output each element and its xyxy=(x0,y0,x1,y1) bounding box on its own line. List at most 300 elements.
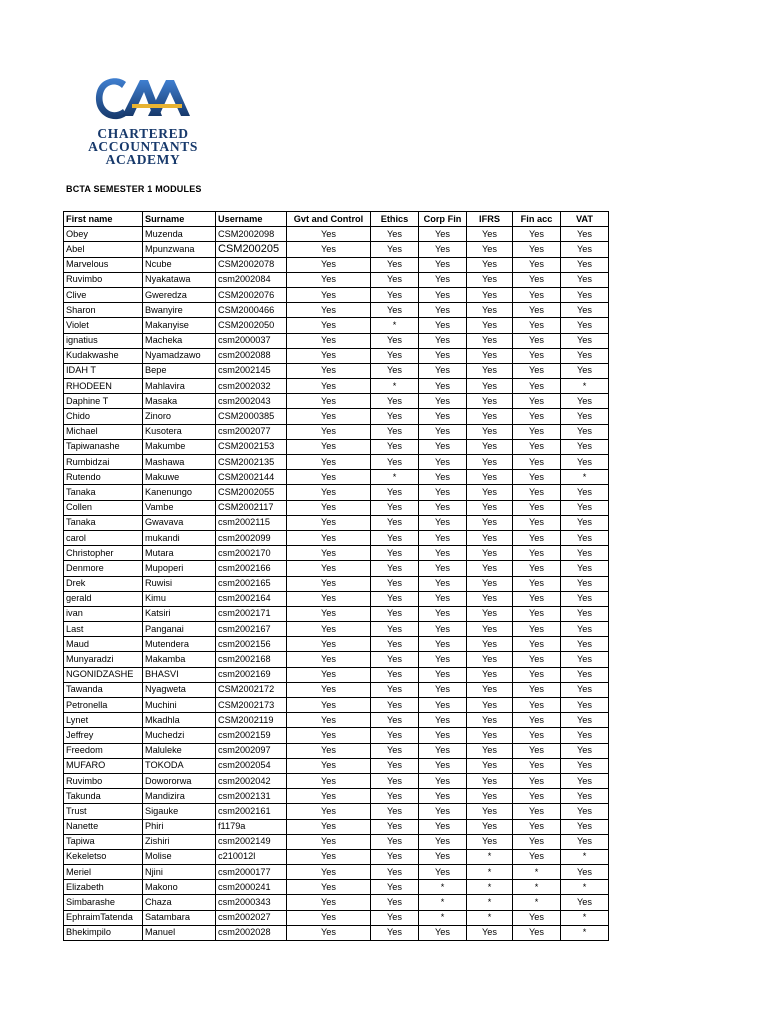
cell-corp-fin: Yes xyxy=(419,424,467,439)
cell-gvt-and-control: Yes xyxy=(287,743,371,758)
cell-gvt-and-control: Yes xyxy=(287,865,371,880)
cell-corp-fin: Yes xyxy=(419,287,467,302)
cell-vat: Yes xyxy=(561,227,609,242)
table-row xyxy=(64,333,609,348)
cell-surname: Muzenda xyxy=(143,227,216,242)
table-row xyxy=(64,743,609,758)
cell-ethics: Yes xyxy=(371,728,419,743)
cell-ethics: Yes xyxy=(371,789,419,804)
cell-gvt-and-control: Yes xyxy=(287,515,371,530)
cell-ifrs: Yes xyxy=(467,637,513,652)
cell-fin-acc: Yes xyxy=(513,500,561,515)
cell-ethics: * xyxy=(371,318,419,333)
cell-surname: Makanyise xyxy=(143,318,216,333)
cell-corp-fin: Yes xyxy=(419,500,467,515)
cell-fin-acc: Yes xyxy=(513,272,561,287)
cell-ifrs: * xyxy=(467,865,513,880)
cell-ethics: Yes xyxy=(371,485,419,500)
cell-surname: Mpunzwana xyxy=(143,242,216,257)
cell-ifrs: Yes xyxy=(467,455,513,470)
cell-corp-fin: Yes xyxy=(419,272,467,287)
cell-first-name: Elizabeth xyxy=(64,880,143,895)
cell-first-name: Lynet xyxy=(64,713,143,728)
table-row xyxy=(64,758,609,773)
cell-surname: Kusotera xyxy=(143,424,216,439)
cell-gvt-and-control: Yes xyxy=(287,773,371,788)
cell-ethics: Yes xyxy=(371,925,419,940)
cell-vat: Yes xyxy=(561,363,609,378)
cell-corp-fin: Yes xyxy=(419,546,467,561)
cell-corp-fin: Yes xyxy=(419,834,467,849)
cell-gvt-and-control: Yes xyxy=(287,257,371,272)
cell-first-name: Drek xyxy=(64,576,143,591)
cell-username: csm2002169 xyxy=(216,667,287,682)
cell-username: csm2002077 xyxy=(216,424,287,439)
cell-username: csm2000343 xyxy=(216,895,287,910)
cell-fin-acc: Yes xyxy=(513,333,561,348)
cell-fin-acc: Yes xyxy=(513,789,561,804)
cell-first-name: Michael xyxy=(64,424,143,439)
cell-ethics: Yes xyxy=(371,819,419,834)
table-row xyxy=(64,409,609,424)
cell-surname: Gweredza xyxy=(143,287,216,302)
cell-first-name: MUFARO xyxy=(64,758,143,773)
cell-surname: Manuel xyxy=(143,925,216,940)
cell-username: csm2002170 xyxy=(216,546,287,561)
cell-first-name: Daphine T xyxy=(64,394,143,409)
cell-corp-fin: Yes xyxy=(419,743,467,758)
cell-first-name: Rumbidzai xyxy=(64,455,143,470)
cell-vat: Yes xyxy=(561,455,609,470)
cell-first-name: Simbarashe xyxy=(64,895,143,910)
cell-vat: Yes xyxy=(561,394,609,409)
cell-surname: mukandi xyxy=(143,530,216,545)
cell-fin-acc: Yes xyxy=(513,394,561,409)
cell-surname: Satambara xyxy=(143,910,216,925)
table-row xyxy=(64,303,609,318)
cell-username: csm2002161 xyxy=(216,804,287,819)
table-row xyxy=(64,880,609,895)
cell-username: CSM2002153 xyxy=(216,439,287,454)
cell-vat: * xyxy=(561,379,609,394)
header-corp-fin: Corp Fin xyxy=(419,212,467,227)
cell-surname: Mutara xyxy=(143,546,216,561)
cell-ifrs: Yes xyxy=(467,728,513,743)
cell-first-name: Bhekimpilo xyxy=(64,925,143,940)
cell-username: csm2000241 xyxy=(216,880,287,895)
cell-corp-fin: Yes xyxy=(419,606,467,621)
cell-ifrs: Yes xyxy=(467,363,513,378)
cell-vat: Yes xyxy=(561,485,609,500)
cell-username: CSM2002135 xyxy=(216,455,287,470)
cell-gvt-and-control: Yes xyxy=(287,834,371,849)
logo-text-line3: ACADEMY xyxy=(105,152,181,167)
cell-ethics: Yes xyxy=(371,227,419,242)
cell-gvt-and-control: Yes xyxy=(287,500,371,515)
cell-ifrs: Yes xyxy=(467,515,513,530)
cell-username: csm2002159 xyxy=(216,728,287,743)
cell-corp-fin: Yes xyxy=(419,485,467,500)
cell-ifrs: Yes xyxy=(467,576,513,591)
cell-vat: Yes xyxy=(561,682,609,697)
cell-first-name: Trust xyxy=(64,804,143,819)
cell-ifrs: Yes xyxy=(467,257,513,272)
cell-vat: Yes xyxy=(561,515,609,530)
cell-vat: * xyxy=(561,910,609,925)
cell-vat: Yes xyxy=(561,834,609,849)
cell-username: csm2002043 xyxy=(216,394,287,409)
cell-gvt-and-control: Yes xyxy=(287,698,371,713)
cell-ifrs: Yes xyxy=(467,698,513,713)
cell-ifrs: Yes xyxy=(467,743,513,758)
cell-ifrs: Yes xyxy=(467,622,513,637)
cell-fin-acc: Yes xyxy=(513,743,561,758)
cell-ifrs: Yes xyxy=(467,394,513,409)
cell-first-name: Obey xyxy=(64,227,143,242)
cell-gvt-and-control: Yes xyxy=(287,455,371,470)
cell-ifrs: Yes xyxy=(467,318,513,333)
header-vat: VAT xyxy=(561,212,609,227)
cell-ifrs: * xyxy=(467,880,513,895)
cell-username: csm2002149 xyxy=(216,834,287,849)
cell-ethics: Yes xyxy=(371,698,419,713)
cell-fin-acc: Yes xyxy=(513,318,561,333)
cell-corp-fin: Yes xyxy=(419,925,467,940)
table-body xyxy=(64,227,609,941)
cell-gvt-and-control: Yes xyxy=(287,880,371,895)
cell-vat: Yes xyxy=(561,530,609,545)
cell-fin-acc: * xyxy=(513,865,561,880)
table-row xyxy=(64,834,609,849)
cell-first-name: Rutendo xyxy=(64,470,143,485)
cell-username: csm2000037 xyxy=(216,333,287,348)
cell-ethics: Yes xyxy=(371,530,419,545)
cell-vat: Yes xyxy=(561,789,609,804)
cell-fin-acc: Yes xyxy=(513,682,561,697)
cell-first-name: Meriel xyxy=(64,865,143,880)
cell-surname: Nyagweta xyxy=(143,682,216,697)
cell-surname: Zishiri xyxy=(143,834,216,849)
table-row xyxy=(64,819,609,834)
cell-username: CSM2002173 xyxy=(216,698,287,713)
table-row xyxy=(64,895,609,910)
cell-first-name: Collen xyxy=(64,500,143,515)
cell-username: CSM200205 xyxy=(216,242,287,257)
cell-gvt-and-control: Yes xyxy=(287,789,371,804)
cell-ethics: Yes xyxy=(371,287,419,302)
cell-first-name: Denmore xyxy=(64,561,143,576)
cell-vat: Yes xyxy=(561,728,609,743)
cell-gvt-and-control: Yes xyxy=(287,348,371,363)
cell-username: csm2002145 xyxy=(216,363,287,378)
cell-username: csm2002156 xyxy=(216,637,287,652)
cell-vat: Yes xyxy=(561,622,609,637)
cell-vat: Yes xyxy=(561,348,609,363)
cell-fin-acc: Yes xyxy=(513,348,561,363)
cell-first-name: Christopher xyxy=(64,546,143,561)
caa-logo xyxy=(70,76,220,172)
cell-ethics: Yes xyxy=(371,758,419,773)
cell-corp-fin: Yes xyxy=(419,530,467,545)
cell-ethics: Yes xyxy=(371,363,419,378)
cell-gvt-and-control: Yes xyxy=(287,379,371,394)
cell-corp-fin: Yes xyxy=(419,470,467,485)
cell-ethics: Yes xyxy=(371,895,419,910)
cell-fin-acc: Yes xyxy=(513,303,561,318)
cell-gvt-and-control: Yes xyxy=(287,439,371,454)
logo-text-line1: CHARTERED xyxy=(97,126,189,141)
cell-corp-fin: Yes xyxy=(419,303,467,318)
cell-gvt-and-control: Yes xyxy=(287,637,371,652)
cell-gvt-and-control: Yes xyxy=(287,561,371,576)
cell-vat: Yes xyxy=(561,257,609,272)
cell-corp-fin: Yes xyxy=(419,363,467,378)
cell-surname: Muchini xyxy=(143,698,216,713)
cell-first-name: Chido xyxy=(64,409,143,424)
header-first-name: First name xyxy=(64,212,143,227)
cell-corp-fin: Yes xyxy=(419,455,467,470)
cell-gvt-and-control: Yes xyxy=(287,576,371,591)
cell-username: CSM2002050 xyxy=(216,318,287,333)
cell-ethics: Yes xyxy=(371,424,419,439)
cell-surname: Muchedzi xyxy=(143,728,216,743)
cell-corp-fin: Yes xyxy=(419,773,467,788)
cell-ethics: Yes xyxy=(371,743,419,758)
cell-username: csm2002032 xyxy=(216,379,287,394)
cell-fin-acc: Yes xyxy=(513,455,561,470)
cell-first-name: Clive xyxy=(64,287,143,302)
cell-surname: Makono xyxy=(143,880,216,895)
cell-surname: Nyamadzawo xyxy=(143,348,216,363)
cell-ifrs: Yes xyxy=(467,242,513,257)
cell-corp-fin: Yes xyxy=(419,667,467,682)
cell-first-name: Kudakwashe xyxy=(64,348,143,363)
cell-ifrs: Yes xyxy=(467,409,513,424)
table-row xyxy=(64,318,609,333)
cell-first-name: RHODEEN xyxy=(64,379,143,394)
table-row xyxy=(64,667,609,682)
cell-ifrs: Yes xyxy=(467,424,513,439)
cell-ifrs: Yes xyxy=(467,546,513,561)
cell-username: csm2002166 xyxy=(216,561,287,576)
cell-first-name: ignatius xyxy=(64,333,143,348)
cell-first-name: Ruvimbo xyxy=(64,773,143,788)
cell-username: CSM2002117 xyxy=(216,500,287,515)
cell-vat: * xyxy=(561,849,609,864)
cell-first-name: ivan xyxy=(64,606,143,621)
cell-first-name: Marvelous xyxy=(64,257,143,272)
table-row xyxy=(64,242,609,257)
cell-corp-fin: Yes xyxy=(419,698,467,713)
cell-ifrs: Yes xyxy=(467,591,513,606)
cell-gvt-and-control: Yes xyxy=(287,728,371,743)
cell-gvt-and-control: Yes xyxy=(287,546,371,561)
cell-username: csm2002088 xyxy=(216,348,287,363)
cell-surname: Mashawa xyxy=(143,455,216,470)
cell-corp-fin: Yes xyxy=(419,576,467,591)
cell-username: CSM2000466 xyxy=(216,303,287,318)
cell-fin-acc: Yes xyxy=(513,379,561,394)
cell-ethics: Yes xyxy=(371,834,419,849)
cell-ethics: * xyxy=(371,379,419,394)
table-row xyxy=(64,455,609,470)
cell-corp-fin: Yes xyxy=(419,713,467,728)
table-row xyxy=(64,865,609,880)
table-row xyxy=(64,530,609,545)
header-ethics: Ethics xyxy=(371,212,419,227)
table-row xyxy=(64,698,609,713)
cell-fin-acc: Yes xyxy=(513,287,561,302)
cell-username: csm2002099 xyxy=(216,530,287,545)
cell-first-name: Freedom xyxy=(64,743,143,758)
cell-ethics: Yes xyxy=(371,409,419,424)
cell-gvt-and-control: Yes xyxy=(287,895,371,910)
cell-first-name: Ruvimbo xyxy=(64,272,143,287)
cell-corp-fin: Yes xyxy=(419,242,467,257)
cell-corp-fin: Yes xyxy=(419,652,467,667)
cell-fin-acc: Yes xyxy=(513,652,561,667)
cell-ifrs: Yes xyxy=(467,470,513,485)
cell-ethics: Yes xyxy=(371,804,419,819)
cell-ethics: Yes xyxy=(371,561,419,576)
cell-corp-fin: Yes xyxy=(419,637,467,652)
header-username: Username xyxy=(216,212,287,227)
cell-ethics: Yes xyxy=(371,394,419,409)
table-row xyxy=(64,394,609,409)
cell-corp-fin: Yes xyxy=(419,682,467,697)
cell-ifrs: Yes xyxy=(467,530,513,545)
cell-ifrs: Yes xyxy=(467,652,513,667)
cell-username: f1179a xyxy=(216,819,287,834)
table-row xyxy=(64,849,609,864)
cell-gvt-and-control: Yes xyxy=(287,470,371,485)
cell-gvt-and-control: Yes xyxy=(287,667,371,682)
cell-gvt-and-control: Yes xyxy=(287,318,371,333)
cell-ifrs: Yes xyxy=(467,667,513,682)
cell-first-name: Tanaka xyxy=(64,515,143,530)
cell-fin-acc: Yes xyxy=(513,773,561,788)
cell-ifrs: Yes xyxy=(467,925,513,940)
cell-corp-fin: Yes xyxy=(419,622,467,637)
header-gvt-and-control: Gvt and Control xyxy=(287,212,371,227)
cell-vat: * xyxy=(561,470,609,485)
cell-ethics: Yes xyxy=(371,652,419,667)
cell-ethics: Yes xyxy=(371,682,419,697)
cell-fin-acc: Yes xyxy=(513,667,561,682)
cell-vat: Yes xyxy=(561,591,609,606)
cell-corp-fin: Yes xyxy=(419,789,467,804)
cell-corp-fin: * xyxy=(419,910,467,925)
cell-vat: Yes xyxy=(561,287,609,302)
cell-vat: Yes xyxy=(561,713,609,728)
table-row xyxy=(64,363,609,378)
cell-username: csm2000177 xyxy=(216,865,287,880)
cell-ethics: Yes xyxy=(371,591,419,606)
cell-vat: * xyxy=(561,880,609,895)
cell-username: CSM2002055 xyxy=(216,485,287,500)
cell-username: CSM2000385 xyxy=(216,409,287,424)
cell-ifrs: Yes xyxy=(467,272,513,287)
cell-corp-fin: Yes xyxy=(419,227,467,242)
cell-gvt-and-control: Yes xyxy=(287,606,371,621)
cell-ifrs: Yes xyxy=(467,789,513,804)
cell-first-name: Jeffrey xyxy=(64,728,143,743)
table-row xyxy=(64,728,609,743)
cell-surname: BHASVI xyxy=(143,667,216,682)
table-row xyxy=(64,515,609,530)
cell-gvt-and-control: Yes xyxy=(287,333,371,348)
header-fin-acc: Fin acc xyxy=(513,212,561,227)
cell-fin-acc: Yes xyxy=(513,227,561,242)
cell-fin-acc: Yes xyxy=(513,834,561,849)
cell-fin-acc: Yes xyxy=(513,925,561,940)
cell-ifrs: Yes xyxy=(467,561,513,576)
cell-gvt-and-control: Yes xyxy=(287,363,371,378)
cell-surname: TOKODA xyxy=(143,758,216,773)
cell-gvt-and-control: Yes xyxy=(287,394,371,409)
cell-gvt-and-control: Yes xyxy=(287,424,371,439)
cell-vat: Yes xyxy=(561,546,609,561)
cell-vat: Yes xyxy=(561,698,609,713)
document-title: BCTA SEMESTER 1 MODULES xyxy=(66,184,202,194)
cell-surname: Mandizira xyxy=(143,789,216,804)
cell-username: c210012l xyxy=(216,849,287,864)
cell-ethics: Yes xyxy=(371,606,419,621)
cell-fin-acc: Yes xyxy=(513,804,561,819)
logo-text-line2: ACCOUNTANTS xyxy=(88,139,198,154)
cell-ethics: Yes xyxy=(371,242,419,257)
cell-corp-fin: Yes xyxy=(419,591,467,606)
cell-first-name: Takunda xyxy=(64,789,143,804)
cell-gvt-and-control: Yes xyxy=(287,409,371,424)
cell-corp-fin: * xyxy=(419,880,467,895)
cell-fin-acc: Yes xyxy=(513,713,561,728)
cell-corp-fin: Yes xyxy=(419,758,467,773)
cell-ifrs: Yes xyxy=(467,606,513,621)
cell-surname: Gwavava xyxy=(143,515,216,530)
cell-ethics: Yes xyxy=(371,880,419,895)
cell-gvt-and-control: Yes xyxy=(287,485,371,500)
cell-vat: Yes xyxy=(561,303,609,318)
cell-surname: Kanenungo xyxy=(143,485,216,500)
cell-ethics: Yes xyxy=(371,622,419,637)
cell-username: csm2002168 xyxy=(216,652,287,667)
cell-ethics: Yes xyxy=(371,455,419,470)
cell-fin-acc: Yes xyxy=(513,758,561,773)
cell-ifrs: * xyxy=(467,849,513,864)
cell-fin-acc: Yes xyxy=(513,637,561,652)
cell-fin-acc: Yes xyxy=(513,515,561,530)
cell-first-name: Tapiwanashe xyxy=(64,439,143,454)
cell-vat: Yes xyxy=(561,667,609,682)
cell-vat: Yes xyxy=(561,743,609,758)
cell-fin-acc: * xyxy=(513,895,561,910)
cell-surname: Mutendera xyxy=(143,637,216,652)
cell-surname: Makumbe xyxy=(143,439,216,454)
table-row xyxy=(64,348,609,363)
cell-first-name: NGONIDZASHE xyxy=(64,667,143,682)
cell-fin-acc: Yes xyxy=(513,910,561,925)
cell-corp-fin: Yes xyxy=(419,819,467,834)
table-row xyxy=(64,287,609,302)
cell-vat: Yes xyxy=(561,272,609,287)
cell-username: CSM2002119 xyxy=(216,713,287,728)
cell-gvt-and-control: Yes xyxy=(287,227,371,242)
cell-username: csm2002027 xyxy=(216,910,287,925)
table-row xyxy=(64,470,609,485)
cell-fin-acc: Yes xyxy=(513,698,561,713)
cell-gvt-and-control: Yes xyxy=(287,910,371,925)
